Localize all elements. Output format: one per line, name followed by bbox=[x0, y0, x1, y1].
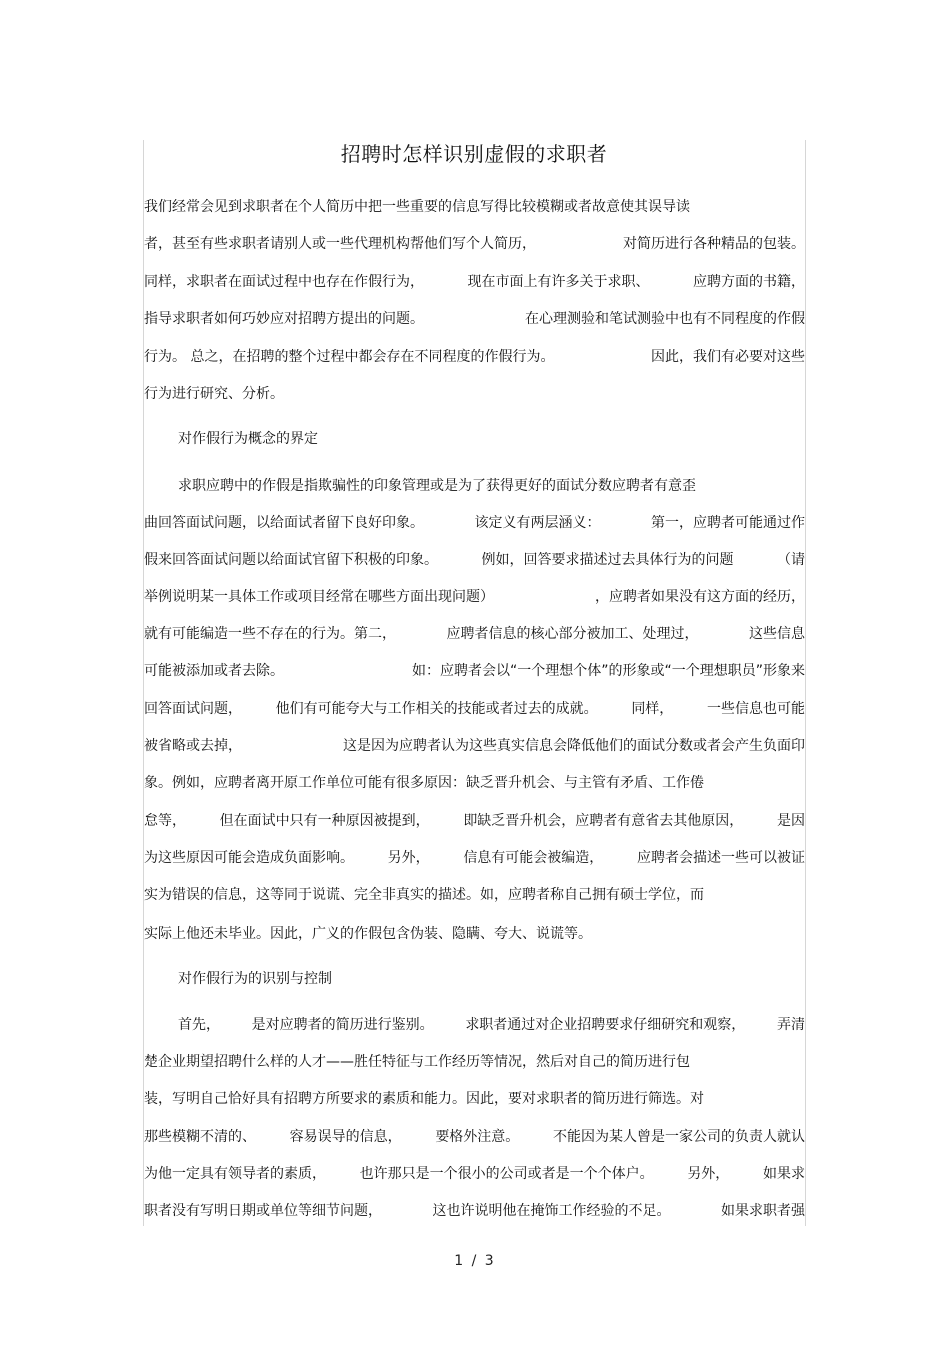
text-segment: 指导求职者如何巧妙应对招聘方提出的问题。 bbox=[144, 311, 424, 327]
text-segment: 我们经常会见到求职者在个人简历中把一些重要的信息写得比较模糊或者故意使其误导读 bbox=[144, 199, 690, 215]
text-segment: 举例说明某一具体工作或项目经常在哪些方面出现问题） bbox=[144, 589, 494, 605]
body-line bbox=[144, 697, 805, 721]
text-segment: 但在面试中只有一种原因被提到， bbox=[219, 813, 430, 829]
text-segment: 应聘者会描述一些可以被证 bbox=[636, 850, 805, 866]
text-segment: 曲回答面试问题，以给面试者留下良好印象。 bbox=[144, 515, 424, 531]
text-segment: （请 bbox=[777, 552, 805, 568]
body-line bbox=[144, 883, 805, 907]
text-segment: 怠等， bbox=[144, 813, 186, 829]
text-segment: 信息有可能会被编造， bbox=[463, 850, 604, 866]
text-segment: 装，写明自己恰好具有招聘方所要求的素质和能力。因此，要对求职者的简历进行筛选。对 bbox=[144, 1091, 704, 1107]
body-line bbox=[144, 382, 805, 406]
text-segment: 也许那只是一个很小的公司或者是一个个体户。 bbox=[359, 1166, 654, 1182]
text-segment: 是因 bbox=[776, 813, 805, 829]
body-line bbox=[144, 195, 805, 219]
text-segment: 这些信息 bbox=[749, 626, 805, 642]
body-line bbox=[144, 511, 805, 535]
text-segment: 假来回答面试问题以给面试官留下积极的印象。 bbox=[144, 552, 438, 568]
text-segment: 因此，我们有必要对这些 bbox=[651, 349, 805, 365]
text-segment: 这是因为应聘者认为这些真实信息会降低他们的面试分数或者会产生负面印 bbox=[343, 738, 805, 754]
body-line bbox=[144, 1050, 805, 1074]
text-segment: 如果求职者强 bbox=[721, 1203, 805, 1219]
text-segment: 这也许说明他在掩饰工作经验的不足。 bbox=[432, 1203, 671, 1219]
text-segment: 如果求 bbox=[762, 1166, 805, 1182]
body-line bbox=[144, 622, 805, 646]
body-line bbox=[144, 548, 805, 572]
text-segment: 另外， bbox=[687, 1166, 730, 1182]
text-segment: 第一，应聘者可能通过作 bbox=[651, 515, 805, 531]
body-line bbox=[144, 270, 805, 294]
text-segment: 回答面试问题， bbox=[144, 701, 242, 717]
text-segment: 例如，回答要求描述过去具体行为的问题 bbox=[481, 552, 734, 568]
text-segment: 那些模糊不清的、 bbox=[144, 1129, 256, 1145]
body-line bbox=[144, 809, 805, 833]
text-segment: 应聘方面的书籍， bbox=[693, 274, 805, 290]
section-heading-text: 对作假行为概念的界定 bbox=[178, 431, 318, 447]
body-line bbox=[178, 1013, 805, 1037]
text-segment: 职者没有写明日期或单位等细节问题， bbox=[144, 1203, 382, 1219]
text-segment: 为这些原因可能会造成负面影响。 bbox=[144, 850, 354, 866]
text-segment: 应聘者信息的核心部分被加工、处理过， bbox=[446, 626, 699, 642]
text-segment: 即缺乏晋升机会，应聘者有意省去其他原因， bbox=[463, 813, 744, 829]
text-segment: 行为进行研究、分析。 bbox=[144, 386, 284, 402]
body-line bbox=[144, 846, 805, 870]
body-line bbox=[144, 659, 805, 683]
body-line bbox=[144, 1125, 805, 1149]
section-heading-text: 对作假行为的识别与控制 bbox=[178, 971, 332, 987]
text-segment: 另外， bbox=[387, 850, 430, 866]
text-segment: 同样， bbox=[631, 701, 674, 717]
text-segment: 者，甚至有些求职者请别人或一些代理机构帮他们写个人简历， bbox=[144, 236, 536, 252]
text-segment: 弄清 bbox=[776, 1017, 805, 1033]
text-segment: 该定义有两层涵义： bbox=[474, 515, 601, 531]
body-line bbox=[144, 232, 805, 256]
body-line bbox=[144, 1087, 805, 1111]
text-segment: 一些信息也可能 bbox=[706, 701, 805, 717]
section-heading bbox=[178, 967, 805, 991]
text-segment: 对简历进行各种精品的包装。 bbox=[623, 236, 805, 252]
section-heading bbox=[178, 427, 805, 451]
text-segment: 实际上他还未毕业。因此，广义的作假包含伪装、隐瞒、夸大、说谎等。 bbox=[144, 926, 592, 942]
right-margin-rule bbox=[805, 140, 806, 1226]
body-line bbox=[178, 474, 805, 498]
text-segment: 被省略或去掉， bbox=[144, 738, 242, 754]
text-segment: 就有可能编造一些不存在的行为。第二， bbox=[144, 626, 396, 642]
body-line bbox=[144, 734, 805, 758]
body-line bbox=[144, 307, 805, 331]
text-segment: 容易误导的信息， bbox=[289, 1129, 402, 1145]
body-line bbox=[144, 771, 805, 795]
text-segment: 求职应聘中的作假是指欺骗性的印象管理或是为了获得更好的面试分数应聘者有意歪 bbox=[178, 478, 696, 494]
text-segment: 不能因为某人曾是一家公司的负责人就认 bbox=[552, 1129, 805, 1145]
text-segment: 实为错误的信息，这等同于说谎、完全非真实的描述。如，应聘者称自己拥有硕士学位，而 bbox=[144, 887, 704, 903]
text-segment: 他们有可能夸大与工作相关的技能或者过去的成就。 bbox=[275, 701, 598, 717]
document-title: 招聘时怎样识别虚假的求职者 bbox=[340, 142, 608, 166]
text-segment: ，应聘者如果没有这方面的经历， bbox=[595, 589, 805, 605]
text-segment: 如：应聘者会以“一个理想个体”的形象或“一个理想职员”形象来 bbox=[411, 663, 805, 679]
text-segment: 楚企业期望招聘什么样的人才——胜任特征与工作经历等情况，然后对自己的简历进行包 bbox=[144, 1054, 690, 1070]
body-line bbox=[144, 585, 805, 609]
text-segment: 为他一定具有领导者的素质， bbox=[144, 1166, 326, 1182]
body-line bbox=[144, 1162, 805, 1186]
text-segment: 同样，求职者在面试过程中也存在作假行为， bbox=[144, 274, 424, 290]
text-segment: 可能被添加或者去除。 bbox=[144, 663, 284, 679]
body-line bbox=[144, 1199, 805, 1223]
text-segment: 求职者通过对企业招聘要求仔细研究和观察， bbox=[465, 1017, 746, 1033]
body-line bbox=[144, 345, 805, 369]
text-segment: 是对应聘者的简历进行鉴别。 bbox=[251, 1017, 434, 1033]
text-segment: 要格外注意。 bbox=[435, 1129, 520, 1145]
text-segment: 象。例如，应聘者离开原工作单位可能有很多原因：缺乏晋升机会、与主管有矛盾、工作倦 bbox=[144, 775, 704, 791]
text-segment: 首先， bbox=[178, 1017, 220, 1033]
body-line bbox=[144, 922, 805, 946]
text-segment: 现在市面上有许多关于求职、 bbox=[467, 274, 650, 290]
text-segment: 行为。 总之，在招聘的整个过程中都会存在不同程度的作假行为。 bbox=[144, 349, 555, 365]
text-segment: 在心理测验和笔试测验中也有不同程度的作假 bbox=[525, 311, 805, 327]
page-indicator: 1 / 3 bbox=[454, 1253, 496, 1269]
